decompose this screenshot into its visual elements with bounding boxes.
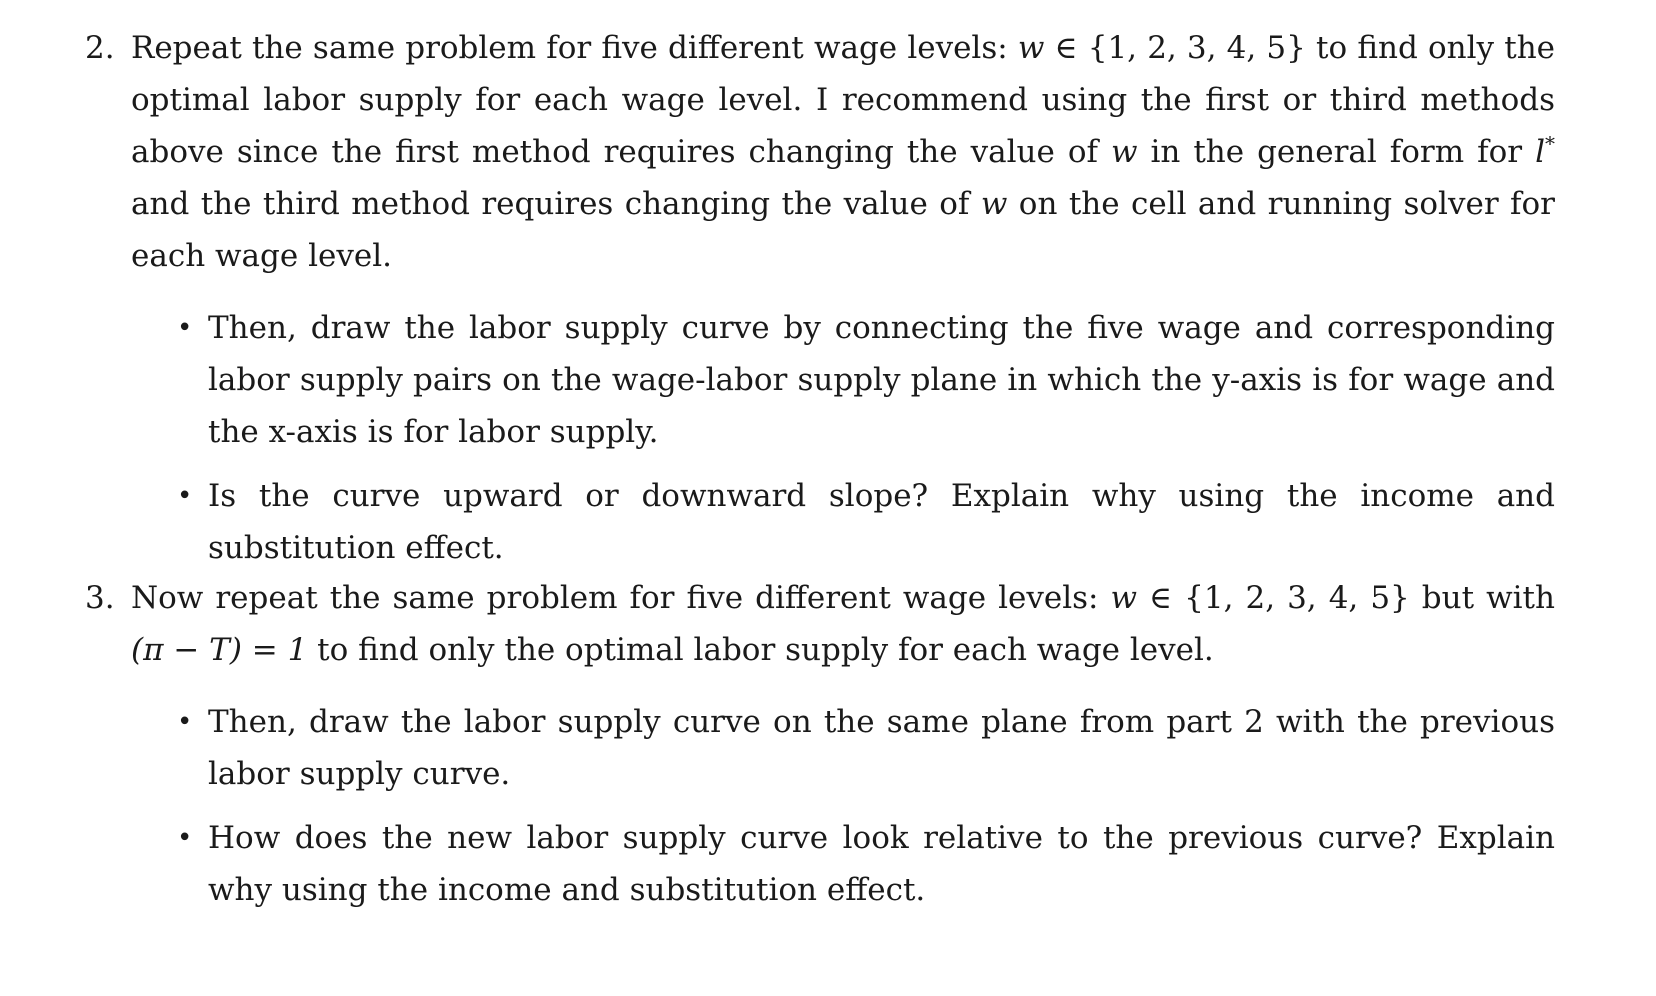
math-set: {1, 2, 3, 4, 5} (1087, 30, 1306, 66)
list-item (177, 470, 1555, 574)
text-segment: on the cell and running solver for each wage level. (131, 186, 1556, 274)
math-operator: ∈ (1044, 30, 1088, 66)
bullet-icon: • (177, 707, 193, 737)
text-segment: Repeat the same problem for five different wage levels: (131, 30, 1018, 66)
bullet-list (85, 302, 1555, 574)
math-set: {1, 2, 3, 4, 5} (1184, 580, 1410, 616)
problem-number: 3. (85, 580, 115, 616)
bullet-icon: • (177, 481, 193, 511)
list-item (177, 812, 1555, 916)
bullet-icon: • (177, 313, 193, 343)
bullet-text: Is the curve upward or downward slope? Explain why using the income and substitution effect. (208, 478, 1555, 566)
text-segment: but with (1409, 580, 1555, 616)
text-segment: in the general form for (1137, 134, 1536, 170)
math-variable: w (1017, 30, 1045, 66)
problem-3 (85, 572, 1555, 916)
problem-text (131, 22, 1555, 282)
bullet-text: How does the new labor supply curve look relative to the previous curve? Explain why using the income and substitution effect. (208, 820, 1555, 908)
bullet-icon: • (177, 823, 193, 853)
math-variable: l (1535, 134, 1545, 170)
list-item (177, 696, 1555, 800)
bullet-list (85, 696, 1555, 916)
math-operator: ∈ (1137, 580, 1185, 616)
bullet-text: Then, draw the labor supply curve by connecting the five wage and corresponding labor supply pairs on the wage-labor supply plane in which the y-axis is for wage and the x-axis is for labor supply. (208, 310, 1555, 450)
math-variable: w (980, 186, 1008, 222)
bullet-text: Then, draw the labor supply curve on the same plane from part 2 with the previous labor supply curve. (208, 704, 1555, 792)
text-segment: to find only the optimal labor supply for each wage level. I recommend using the first or third methods above since the first method requires changing the value of (131, 30, 1556, 170)
text-segment: and the third method requires changing the value of (131, 186, 981, 222)
math-expression: (π − T) = 1 (131, 632, 308, 668)
list-item (177, 302, 1555, 458)
math-variable: w (1110, 580, 1138, 616)
text-segment: to find only the optimal labor supply for each wage level. (307, 632, 1214, 668)
problem-2 (85, 22, 1555, 574)
math-variable: w (1110, 134, 1138, 170)
math-superscript: * (1545, 131, 1555, 156)
text-segment: Now repeat the same problem for five different wage levels: (131, 580, 1111, 616)
problem-text (131, 572, 1555, 676)
problem-number: 2. (85, 30, 115, 66)
